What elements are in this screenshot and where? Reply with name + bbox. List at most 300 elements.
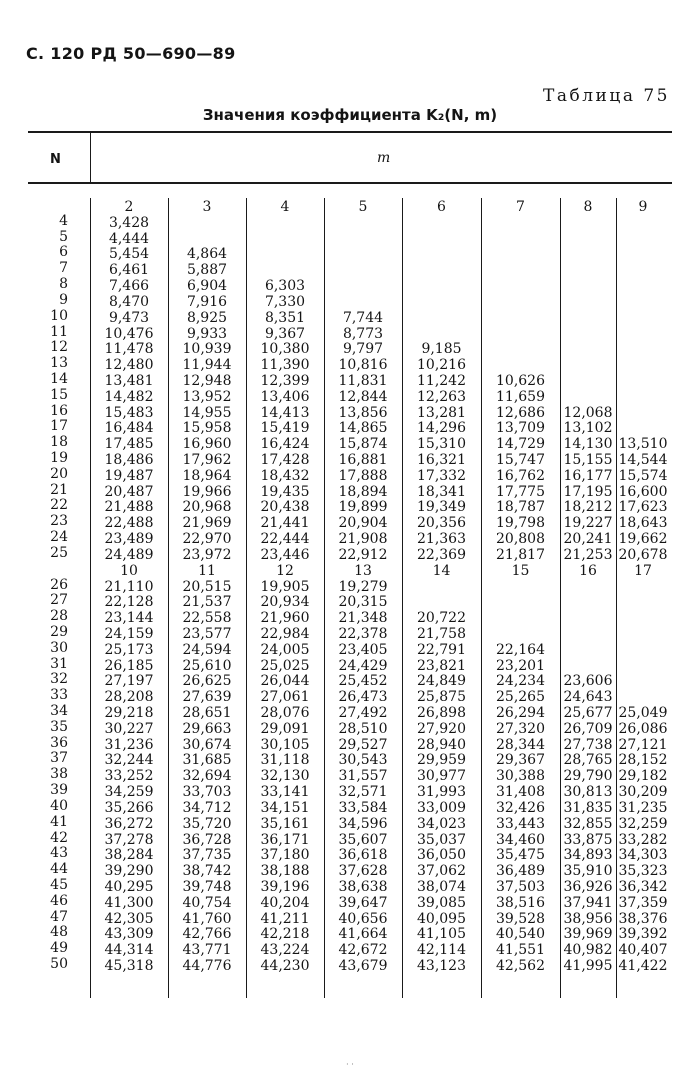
empty-cell: [402, 279, 481, 295]
n-spacer: [28, 198, 68, 214]
table-cell: 9,367: [264, 325, 306, 342]
m-label: 5: [358, 199, 368, 215]
table-cell: 35,161: [260, 815, 310, 832]
table-cell: 34,023: [417, 815, 466, 832]
table-cell: 35,475: [496, 847, 545, 864]
table-cell: 41,760: [182, 910, 232, 927]
table-cell: 14,729: [496, 436, 545, 453]
table-cell: 38,956: [563, 910, 613, 927]
table-cell: 9,185: [421, 341, 462, 358]
table-cell: 7,916: [186, 293, 228, 310]
table-cell: 7,466: [108, 278, 150, 295]
table-cell: 29,367: [496, 752, 545, 769]
table-cell: 15,574: [618, 467, 668, 484]
n-value: 26: [50, 576, 68, 593]
empty-cell: [481, 263, 560, 279]
empty-cell: [402, 327, 481, 343]
n-value: 33: [50, 687, 68, 704]
table-cell: 28,344: [496, 736, 545, 753]
empty-cell: [402, 232, 481, 248]
table-cell: 37,503: [496, 878, 545, 895]
table-cell: 39,290: [104, 863, 154, 880]
table-cell: 12,480: [104, 357, 154, 374]
table-cell: 22,488: [104, 515, 154, 532]
table-cell: 33,282: [618, 831, 668, 848]
empty-cell: [481, 216, 560, 232]
table-cell: 21,363: [417, 531, 466, 548]
table-cell: 34,151: [260, 799, 310, 816]
table-cell: 25,173: [104, 641, 154, 658]
table-cell: 28,152: [618, 752, 668, 769]
table-cell: 12,686: [496, 404, 545, 421]
empty-cell: [560, 295, 616, 311]
n-value: 7: [59, 260, 68, 277]
table-cell: 27,492: [338, 705, 388, 721]
table-cell: 8,773: [342, 325, 384, 342]
n-value: 8: [59, 276, 68, 293]
table-cell: 27,738: [563, 736, 613, 753]
table-cell: 21,441: [260, 515, 310, 532]
value-column: [402, 198, 481, 975]
table-cell: 37,628: [338, 863, 388, 880]
n-value: 43: [50, 845, 68, 862]
empty-cell: [324, 216, 402, 232]
table-cell: 37,278: [104, 831, 154, 848]
table-cell: 20,722: [417, 610, 466, 627]
empty-cell: [560, 374, 616, 390]
table-cell: 35,720: [182, 815, 232, 832]
table-cell: 31,685: [182, 752, 232, 769]
table-cell: 25,049: [618, 705, 668, 721]
table-cell: 33,703: [182, 784, 232, 801]
table-cell: 37,941: [563, 894, 613, 911]
table-cell: 43,771: [182, 942, 232, 959]
n-value: 17: [50, 418, 68, 435]
table-top-rule: [28, 131, 672, 133]
table-cell: 38,638: [338, 878, 388, 895]
value-column: [90, 198, 168, 975]
table-cell: 15,958: [182, 420, 232, 437]
table-cell: 39,528: [496, 910, 545, 927]
n-value: 37: [50, 750, 68, 767]
table-cell: 27,920: [417, 720, 466, 737]
table-cell: 5,454: [108, 246, 150, 263]
table-cell: 16,321: [417, 452, 466, 468]
table-cell: 26,473: [338, 689, 388, 706]
empty-cell: [560, 595, 616, 611]
table-cell: 28,076: [260, 705, 310, 721]
n-value: 5: [59, 228, 68, 245]
value-column: [168, 198, 246, 975]
empty-cell: [616, 390, 670, 406]
table-cell: 43,224: [260, 942, 310, 959]
table-cell: 19,227: [563, 515, 613, 532]
column-header-n: N: [50, 152, 61, 167]
n-column: [28, 198, 68, 973]
n-value: 25: [50, 544, 68, 561]
table-cell: 4,444: [108, 230, 150, 247]
table-cell: 5,887: [186, 262, 228, 279]
table-cell: 10,626: [496, 372, 545, 389]
table-cell: 38,284: [104, 847, 154, 864]
table-cell: 28,510: [338, 720, 388, 737]
table-cell: 19,279: [338, 578, 388, 595]
table-cell: 24,643: [563, 689, 613, 706]
column-header-m: m: [377, 150, 391, 166]
empty-cell: [402, 247, 481, 263]
table-cell: 31,118: [260, 752, 310, 769]
empty-cell: [616, 627, 670, 643]
value-column: [616, 198, 670, 975]
n-value: 15: [50, 386, 68, 403]
table-cell: 32,694: [182, 768, 232, 785]
empty-cell: [560, 216, 616, 232]
empty-cell: [616, 690, 670, 706]
table-cell: 19,966: [182, 483, 232, 500]
table-cell: 4,864: [186, 246, 228, 263]
table-cell: 9,933: [186, 325, 228, 342]
table-cell: 21,537: [182, 594, 232, 611]
empty-cell: [246, 232, 324, 248]
table-cell: 30,388: [496, 768, 545, 785]
table-cell: 34,596: [338, 815, 388, 832]
empty-cell: [560, 580, 616, 596]
table-cell: 21,908: [338, 531, 388, 548]
table-cell: 15,155: [563, 452, 613, 468]
m-label: 3: [202, 199, 212, 215]
table-cell: 24,849: [417, 673, 466, 690]
empty-cell: [324, 295, 402, 311]
table-cell: 34,259: [104, 784, 154, 801]
table-cell: 41,995: [563, 958, 613, 974]
table-cell: 27,061: [260, 689, 310, 706]
table-cell: 32,259: [618, 815, 668, 832]
table-cell: 45,318: [104, 958, 154, 974]
table-cell: 23,405: [338, 641, 388, 658]
table-cell: 39,085: [417, 894, 466, 911]
n-value: 36: [50, 734, 68, 751]
n-value: 12: [50, 339, 68, 356]
table-cell: 13,952: [182, 388, 232, 405]
table-cell: 33,584: [338, 799, 388, 816]
empty-cell: [560, 643, 616, 659]
n-value: 6: [59, 244, 68, 261]
table-cell: 11,944: [182, 357, 232, 374]
table-cell: 29,790: [563, 768, 613, 785]
m-label: 6: [437, 199, 446, 215]
n-value: 38: [50, 766, 68, 783]
table-cell: 30,977: [417, 768, 466, 785]
n-value: 29: [50, 623, 68, 640]
table-cell: 18,486: [104, 452, 154, 468]
value-column: [481, 198, 560, 975]
empty-cell: [616, 279, 670, 295]
empty-cell: [481, 627, 560, 643]
n-value: 10: [50, 307, 68, 324]
table-cell: 33,009: [417, 799, 466, 816]
table-cell: 15,419: [260, 420, 310, 437]
table-cell: 36,171: [260, 831, 310, 848]
table-cell: 19,435: [260, 483, 310, 500]
table-cell: 43,309: [104, 926, 154, 943]
table-cell: 40,540: [496, 926, 545, 943]
table-cell: 30,543: [338, 752, 388, 769]
empty-cell: [481, 611, 560, 627]
table-cell: 24,594: [182, 641, 232, 658]
n-value: 47: [50, 908, 68, 925]
table-cell: 19,662: [618, 531, 668, 548]
m-label: 16: [579, 562, 597, 579]
empty-cell: [481, 327, 560, 343]
table-cell: 29,091: [260, 720, 310, 737]
table-cell: 32,571: [338, 784, 388, 801]
table-cell: 25,265: [496, 689, 545, 706]
empty-cell: [246, 263, 324, 279]
empty-cell: [616, 643, 670, 659]
n-value: 50: [50, 956, 68, 972]
table-cell: 41,300: [104, 894, 154, 911]
table-cell: 20,934: [260, 594, 310, 611]
table-cell: 36,050: [417, 847, 466, 864]
n-value: 30: [50, 639, 68, 656]
page-footer-mark: · ·: [346, 1060, 354, 1069]
empty-cell: [402, 580, 481, 596]
table-cell: 42,562: [496, 958, 545, 974]
empty-cell: [402, 263, 481, 279]
n-value: 9: [59, 291, 68, 308]
n-value: 44: [50, 861, 68, 878]
table-cell: 22,558: [182, 610, 232, 627]
table-cell: 30,674: [182, 736, 232, 753]
table-cell: 13,709: [496, 420, 545, 437]
n-value: 14: [50, 370, 68, 387]
table-cell: 17,485: [104, 436, 154, 453]
empty-cell: [616, 247, 670, 263]
table-cell: 17,962: [182, 452, 232, 468]
table-cell: 32,426: [496, 799, 545, 816]
table-cell: 11,659: [496, 388, 545, 405]
table-cell: 34,712: [182, 799, 232, 816]
table-cell: 24,489: [104, 546, 154, 563]
table-cell: 33,252: [104, 768, 154, 785]
table-cell: 21,758: [417, 625, 466, 642]
table-cell: 26,898: [417, 705, 466, 721]
table-cell: 20,904: [338, 515, 388, 532]
table-cell: 44,776: [182, 958, 232, 974]
empty-cell: [616, 406, 670, 422]
table-cell: 17,888: [338, 467, 388, 484]
table-cell: 23,201: [496, 657, 545, 674]
table-cell: 38,742: [182, 863, 232, 880]
n-value: 22: [50, 497, 68, 514]
table-cell: 22,444: [260, 531, 310, 548]
table-header-rule: [28, 182, 672, 184]
table-cell: 36,489: [496, 863, 545, 880]
table-cell: 39,748: [182, 878, 232, 895]
empty-cell: [560, 247, 616, 263]
table-cell: 12,948: [182, 372, 232, 389]
empty-cell: [560, 311, 616, 327]
table-cell: 40,656: [338, 910, 388, 927]
table-cell: 39,969: [563, 926, 613, 943]
table-cell: 8,925: [186, 309, 228, 326]
m-label: 12: [276, 562, 294, 579]
empty-cell: [481, 595, 560, 611]
n-value: 35: [50, 718, 68, 735]
table-cell: 15,747: [496, 452, 545, 468]
table-cell: 19,798: [496, 515, 545, 532]
table-cell: 42,114: [417, 942, 466, 959]
table-cell: 28,208: [104, 689, 154, 706]
table-cell: 6,303: [264, 278, 306, 295]
table-cell: 19,905: [260, 578, 310, 595]
table-cell: 40,982: [563, 942, 613, 959]
table-cell: 36,342: [618, 878, 668, 895]
empty-cell: [616, 295, 670, 311]
table-cell: 22,378: [338, 625, 388, 642]
n-value: 16: [50, 402, 68, 419]
table-cell: 16,762: [496, 467, 545, 484]
empty-cell: [246, 216, 324, 232]
table-cell: 13,281: [417, 404, 466, 421]
table-cell: 30,105: [260, 736, 310, 753]
empty-cell: [168, 232, 246, 248]
table-cell: 25,610: [182, 657, 232, 674]
table-cell: 37,735: [182, 847, 232, 864]
table-cell: 18,894: [338, 483, 388, 500]
table-cell: 25,452: [338, 673, 388, 690]
n-value: 27: [50, 592, 68, 609]
table-cell: 6,461: [108, 262, 150, 279]
table-cell: 14,955: [182, 404, 232, 421]
table-cell: 8,470: [108, 293, 150, 310]
empty-cell: [402, 595, 481, 611]
table-cell: 21,253: [563, 546, 613, 563]
table-cell: 17,195: [563, 483, 613, 500]
table-cell: 41,211: [260, 910, 310, 927]
empty-cell: [481, 358, 560, 374]
table-cell: 29,959: [417, 752, 466, 769]
value-column: [246, 198, 324, 975]
empty-cell: [402, 311, 481, 327]
table-cell: 23,144: [104, 610, 154, 627]
table-cell: 38,376: [618, 910, 668, 927]
table-cell: 17,775: [496, 483, 545, 500]
table-cell: 16,177: [563, 467, 613, 484]
empty-cell: [616, 421, 670, 437]
table-cell: 16,484: [104, 420, 154, 437]
n-value: 21: [50, 481, 68, 498]
table-cell: 22,912: [338, 546, 388, 563]
n-value: 31: [50, 655, 68, 672]
table-cell: 41,551: [496, 942, 545, 959]
table-number: Таблица 75: [543, 86, 670, 106]
empty-cell: [616, 216, 670, 232]
table-cell: 37,180: [260, 847, 310, 864]
n-value: 4: [59, 212, 68, 229]
table-cell: 21,488: [104, 499, 154, 516]
empty-cell: [324, 279, 402, 295]
m-label: 15: [511, 562, 530, 579]
n-value: 11: [50, 323, 68, 340]
table-cell: 36,926: [563, 878, 613, 895]
table-cell: 43,123: [417, 958, 466, 974]
table-cell: 9,797: [342, 341, 384, 358]
table-cell: 17,332: [417, 467, 466, 484]
table-cell: 32,855: [563, 815, 613, 832]
table-cell: 39,196: [260, 878, 310, 895]
table-cell: 16,960: [182, 436, 232, 453]
table-cell: 40,407: [618, 942, 668, 959]
table-cell: 24,429: [338, 657, 388, 674]
table-cell: 8,351: [264, 309, 306, 326]
table-cell: 31,993: [417, 784, 466, 801]
table-cell: 12,263: [417, 388, 466, 405]
table-cell: 20,515: [182, 578, 232, 595]
table-cell: 26,625: [182, 673, 232, 690]
table-cell: 28,765: [563, 752, 613, 769]
empty-cell: [168, 216, 246, 232]
table-cell: 44,230: [260, 958, 310, 974]
table-cell: 20,241: [563, 531, 613, 548]
m-label: 2: [124, 199, 134, 215]
value-column: [324, 198, 402, 975]
table-cell: 36,618: [338, 847, 388, 864]
table-cell: 10,939: [182, 341, 232, 358]
table-cell: 10,476: [104, 325, 154, 342]
table-cell: 19,899: [338, 499, 388, 516]
table-cell: 42,218: [260, 926, 310, 943]
empty-cell: [616, 611, 670, 627]
table-cell: 21,969: [182, 515, 232, 532]
table-cell: 13,102: [563, 420, 613, 437]
table-cell: 24,159: [104, 625, 154, 642]
n-value: 42: [50, 829, 68, 846]
empty-cell: [560, 611, 616, 627]
empty-cell: [616, 674, 670, 690]
table-cell: 34,303: [618, 847, 668, 864]
table-cell: 23,972: [182, 546, 232, 563]
table-cell: 15,310: [417, 436, 466, 453]
table-cell: 21,110: [104, 578, 154, 595]
page-header: С. 120 РД 50—690—89: [26, 44, 236, 63]
table-cell: 42,305: [104, 910, 154, 927]
table-cell: 23,489: [104, 531, 154, 548]
empty-cell: [560, 232, 616, 248]
table-cell: 11,242: [417, 372, 466, 389]
m-label: 17: [634, 562, 652, 579]
m-label: 11: [198, 562, 216, 579]
empty-cell: [560, 627, 616, 643]
table-cell: 17,428: [260, 452, 310, 468]
table-cell: 21,817: [496, 546, 545, 563]
table-cell: 22,128: [104, 594, 154, 611]
table-cell: 17,623: [618, 499, 668, 516]
table-cell: 42,766: [182, 926, 232, 943]
table-cell: 20,438: [260, 499, 310, 516]
table-cell: 30,209: [618, 784, 668, 801]
table-cell: 43,679: [338, 958, 388, 974]
m-label: 4: [280, 199, 290, 215]
table-cell: 26,709: [563, 720, 613, 737]
table-cell: 33,141: [260, 784, 310, 801]
table-cell: 18,341: [417, 483, 466, 500]
table-title: Значения коэффициента K₂(N, m): [202, 106, 498, 124]
empty-cell: [481, 580, 560, 596]
header-divider: [90, 131, 91, 183]
n-value: 45: [50, 876, 68, 893]
n-value: 40: [50, 797, 68, 814]
